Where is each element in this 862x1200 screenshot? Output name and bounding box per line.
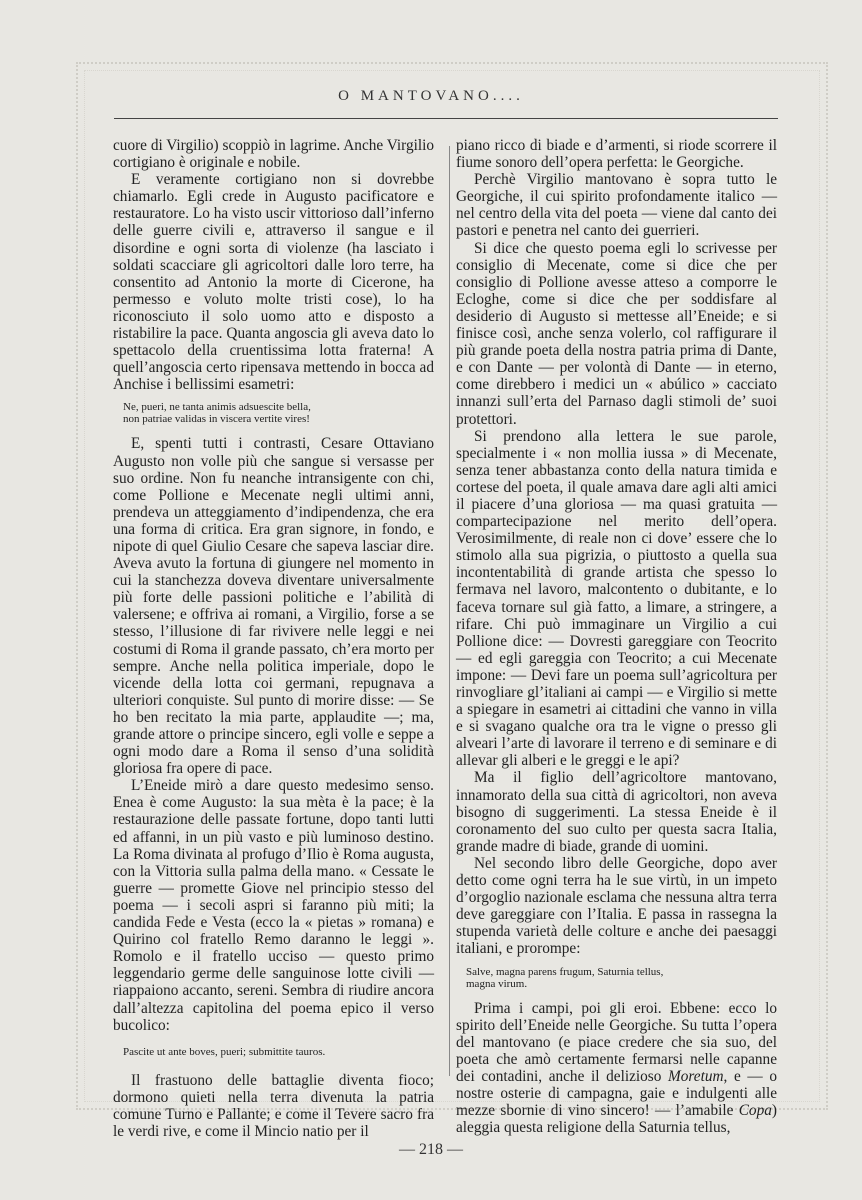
- left-column: [113, 137, 434, 1140]
- paragraph: Il frastuono delle battaglie diventa fioco; dormono quieti nella terra divenuta la patria comune Turno e Pallante; e come il Tevere sacro fra le verdi rive, e come il Mincio natio per il: [113, 1071, 434, 1140]
- right-column: [456, 137, 777, 1136]
- verse-line: Salve, magna parens frugum, Saturnia tellus,: [466, 965, 664, 978]
- italic-title: Copa: [738, 1102, 772, 1120]
- text-run: , e — o nostre osterie di campagna, gaie e indulgenti alle mezze sbornie di vino sincero! — l’amabile: [456, 1067, 777, 1120]
- paragraph: Si dice che questo poema egli lo scrivesse per consiglio di Mecenate, come si dice che per consiglio di Pollione avesse atteso a comporre le Ecloghe, come si dice che per soddisfare al desiderio di Augusto si mettesse all’Eneide; e si finisce così, anche senza volerlo, col raffigurare il più grande poeta della nostra patria prima di Dante, e con Dante — per volontà di Dante — in eterno, come direbbero i medici un « abúlico » cacciato innanzi sull’erta del Parnaso dagli stimoli de’ suoi protettori.: [456, 239, 777, 428]
- page-number: — 218 —: [399, 1141, 463, 1158]
- text-run: Prima i campi, poi gli eroi. Ebbene: ecco lo spirito dell’Eneide nelle Georgiche. Su tutta l’opera del mantovano (e piace credere che sia suo, del poeta che amò certamente fermarsi nelle capanne dei contadini, anche il delizioso: [456, 999, 777, 1085]
- paragraph: Si prendono alla lettera le sue parole, specialmente i « non mollia iussa » di Mecenate, senza tener abbastanza conto della natura timida e cortese del poeta, il quale amava dare agli alti amici il piacere d’una gloriosa — ma quasi gratuita — compartecipazione nel merito dell’opera. Verosimilmente, di reale non ci dove’ essere che lo stimolo alla sua pigrizia, o piuttosto a quella sua incontentabilità di grande artista che spesso lo fermava nel lavoro, malcontento o dubitante, e lo faceva tornare sul già fatto, a limare, a stringere, a rifare. Chi può immaginare un Virgilio a cui Pollione dice: — Dovresti gareggiare con Teocrito — ed egli gareggia con Teocrito; a cui Mecenate impone: — Devi fare un poema sull’agricoltura per rinvogliare gl’italiani ai campi — e Virgilio si mette a spiegare in esametri ai cittadini che vanno in villa e si svagano qualche ora tra le vigne o presso gli alveari l’arte di lavorare il terreno e di seminare e di allevar gli alberi e le greggi e le api?: [456, 427, 777, 770]
- paragraph: L’Eneide mirò a dare questo medesimo senso. Enea è come Augusto: la sua mèta è la pace; è la restaurazione delle passate fortune, dopo tanti lutti ed affanni, in un più vasto e più luminoso destino. La Roma divinata al profugo d’Ilio è Roma augusta, con la Vittoria sulla palma della mano. « Cessate le guerre — promette Giove nel principio stesso del poema — i secoli aspri si faranno più miti; la candida Fede e Vesta (ecco la « pietas » romana) e Quirino col fratello Remo daranno le leggi ». Romolo e il fratello ucciso — questo primo leggendario germe delle sanguinose lotte civili — riappaiono accanto, sereni. Sembra di riudire ancora dall’altezza capitolina del poema epico il verso bucolico:: [113, 777, 434, 1034]
- verse-quote: [123, 401, 434, 425]
- verse-line: non patriae validas in viscera vertite vires!: [123, 413, 310, 426]
- verse-line: Ne, pueri, ne tanta animis adsuescite bella,: [123, 401, 311, 414]
- running-header: O MANTOVANO....: [338, 88, 524, 104]
- text-run: ) aleggia questa religione della Saturnia tellus,: [456, 1102, 777, 1137]
- column-divider: [449, 146, 450, 1076]
- italic-title: Moretum: [668, 1067, 724, 1085]
- paragraph: piano ricco di biade e d’armenti, si riode scorrere il fiume sonoro dell’opera perfetta: le Georgiche.: [456, 137, 777, 172]
- verse-line: magna virum.: [466, 977, 528, 990]
- verse-line: Pascite ut ante boves, pueri; submittite tauros.: [123, 1045, 326, 1058]
- paragraph: Ma il figlio dell’agricoltore mantovano, innamorato della sua città di agricoltori, non aveva bisogno di suggerimenti. La stessa Eneide è il coronamento del suo culto per questa sacra Italia, grande madre di biade, grande di uomini.: [456, 769, 777, 855]
- paragraph: E, spenti tutti i contrasti, Cesare Ottaviano Augusto non volle più che sangue si versasse per suo ordine. Non fu neanche intransigente con chi, come Pollione e Mecenate negli ultimi anni, prendeva un atteggiamento d’indipendenza, che era una forma di critica. Era gran signore, in fondo, e nipote di quel Giulio Cesare che sapeva lasciar dire. Aveva avuto la fortuna di giungere nel momento in cui la stanchezza doveva diventare universalmente più forte delle passioni politiche e l’abilità di valersene; e offriva ai romani, a Virgilio, forse a se stesso, l’illusione di far rivivere nelle leggi e nei costumi di Roma il grande passato, ch’era morto per sempre. Anche nella politica imperiale, dopo le vicende della lotta coi germani, repugnava a ulteriori conquiste. Sul punto di morire disse: — Se ho ben recitato la mia parte, applaudite —; ma, grande attore o principe sincero, egli volle e seppe a ogni modo dare a Roma il senso d’una solidità gloriosa fra opere di pace.: [113, 435, 434, 778]
- header-rule: [114, 118, 778, 119]
- verse-quote: [466, 966, 777, 990]
- paragraph: Nel secondo libro delle Georgiche, dopo aver detto come ogni terra ha le sue virtù, in un impeto d’orgoglio nazionale esclama che nessuna altra terra deve gareggiare con l’Italia. E passa in rassegna la stupenda varietà delle colture e anche dei paesaggi italiani, e prorompe:: [456, 854, 777, 958]
- paragraph: E veramente cortigiano non si dovrebbe chiamarlo. Egli crede in Augusto pacificatore e restauratore. Lo ha visto uscir vittorioso dall’inferno delle guerre civili e, attraverso il sangue e il disordine e ogni sorta di violenze (ha lasciato i soldati scacciare gli agricoltori dalle loro terre, ha consentito ad Antonio la morte di Cicerone, ha permesso e voluto molte tristi cose), lo ha riconosciuto il solo uomo atto e disposto a ristabilire la pace. Quanta angoscia gli aveva dato lo spettacolo della cruentissima lotta fraterna! A quell’angoscia certo ripensava mettendo in bocca ad Anchise i bellissimi esametri:: [113, 171, 434, 394]
- paragraph: cuore di Virgilio) scoppiò in lagrime. Anche Virgilio cortigiano è originale e nobile.: [113, 137, 434, 172]
- verse-quote: [123, 1046, 434, 1058]
- paragraph: Perchè Virgilio mantovano è sopra tutto le Georgiche, il cui spirito profondamente italico — nel centro della vita del poeta — viene dal canto dei pastori e penetra nel canto dei guerrieri.: [456, 171, 777, 240]
- paragraph: [456, 1000, 777, 1137]
